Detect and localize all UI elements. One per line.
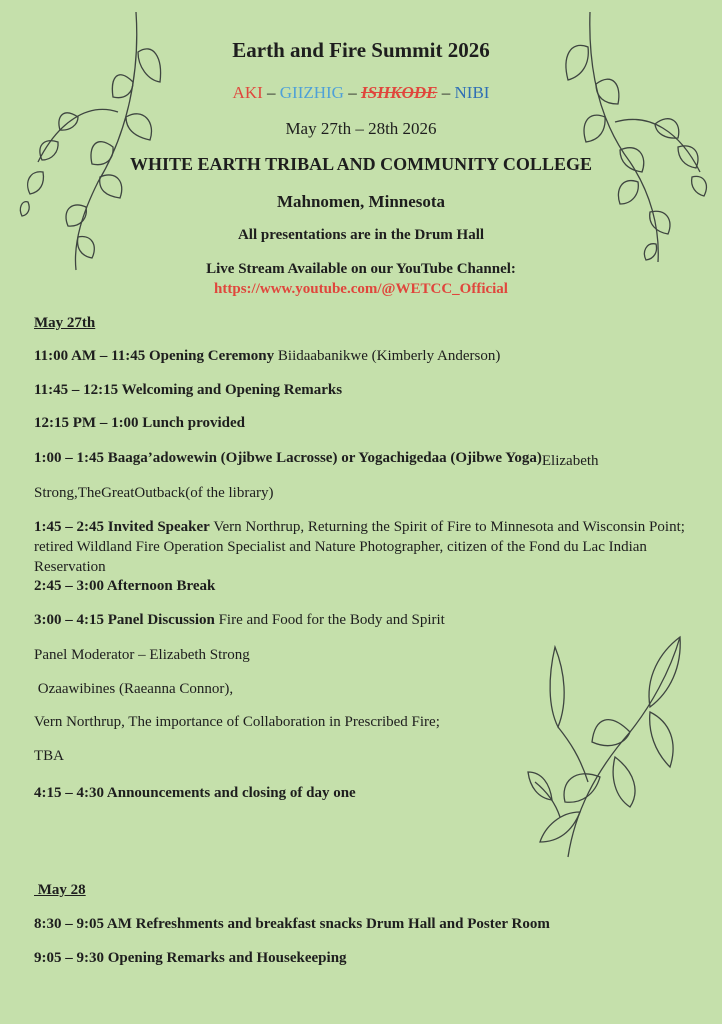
element-aki: AKI xyxy=(232,83,263,102)
event-dates: May 27th – 28th 2026 xyxy=(285,119,437,138)
schedule-detail: Panel Moderator – Elizabeth Strong xyxy=(34,647,250,663)
youtube-link[interactable]: https://www.youtube.com/@WETCC_Official xyxy=(214,281,508,297)
separator: – xyxy=(343,83,361,102)
college-name: WHITE EARTH TRIBAL AND COMMUNITY COLLEGE xyxy=(130,154,592,174)
schedule-time: 9:05 – 9:30 Opening Remarks and Housekeeping xyxy=(34,950,347,966)
schedule-item xyxy=(34,612,445,629)
schedule-item xyxy=(34,748,64,765)
schedule-detail: Strong,TheGreatOutback(of the library) xyxy=(34,485,274,501)
schedule-time: 11:00 AM – 11:45 Opening Ceremony xyxy=(34,348,275,364)
livestream-note: Live Stream Available on our YouTube Channel: xyxy=(206,261,516,277)
schedule-item xyxy=(34,647,250,664)
venue-note: All presentations are in the Drum Hall xyxy=(237,227,485,243)
schedule-time: 11:45 – 12:15 Welcoming and Opening Remarks xyxy=(34,382,343,398)
schedule-item xyxy=(34,785,356,802)
schedule-item xyxy=(34,578,215,595)
element-giizhig: GIIZHIG xyxy=(279,83,344,102)
schedule-item xyxy=(34,415,245,432)
schedule-item xyxy=(34,450,599,467)
day1-heading: May 27th xyxy=(34,315,96,331)
schedule-item xyxy=(34,950,347,967)
schedule-detail: Biidaabanikwe (Kimberly Anderson) xyxy=(274,348,501,364)
schedule-item xyxy=(34,382,342,399)
schedule-time: 1:00 – 1:45 Baaga’adowewin (Ojibwe Lacrosse) or Yogachigedaa (Ojibwe Yoga) xyxy=(34,450,542,466)
schedule-time: 1:45 – 2:45 Invited Speaker xyxy=(34,519,210,535)
schedule-item xyxy=(34,714,440,731)
schedule-time: 3:00 – 4:15 Panel Discussion xyxy=(34,612,215,628)
schedule-item xyxy=(34,348,500,365)
elements-line xyxy=(0,83,722,103)
schedule-detail: Vern Northrup, Returning the Spirit of Fire to Minnesota and Wisconsin Point; retired Wildland Fire Operation Specialist and Nature Photographer, citizen of the Fond du Lac Indian Reservation xyxy=(34,519,685,575)
schedule-detail: Fire and Food for the Body and Spirit xyxy=(214,612,445,628)
event-title: Earth and Fire Summit 2026 xyxy=(232,38,490,62)
schedule-detail: Elizabeth xyxy=(541,453,599,469)
day2-heading: May 28 xyxy=(34,882,86,898)
separator: – xyxy=(262,83,280,102)
leafy-branch-illustration xyxy=(520,632,690,862)
schedule-detail: Ozaawibines (Raeanna Connor), xyxy=(34,681,234,697)
schedule-item xyxy=(34,485,274,502)
schedule-detail: Vern Northrup, The importance of Collaboration in Prescribed Fire; xyxy=(34,714,440,730)
element-ishkode: ISHKODE xyxy=(360,83,438,102)
separator: – xyxy=(437,83,455,102)
schedule-detail: TBA xyxy=(34,748,64,764)
schedule-time: 12:15 PM – 1:00 Lunch provided xyxy=(34,415,245,431)
schedule-item xyxy=(34,681,233,698)
schedule-time: 8:30 – 9:05 AM Refreshments and breakfast snacks Drum Hall and Poster Room xyxy=(34,916,550,932)
element-nibi: NIBI xyxy=(454,83,490,102)
schedule-item xyxy=(34,916,550,933)
schedule-item xyxy=(34,517,694,577)
schedule-time: 2:45 – 3:00 Afternoon Break xyxy=(34,578,216,594)
event-city: Mahnomen, Minnesota xyxy=(276,192,446,211)
schedule-time: 4:15 – 4:30 Announcements and closing of day one xyxy=(34,785,356,801)
